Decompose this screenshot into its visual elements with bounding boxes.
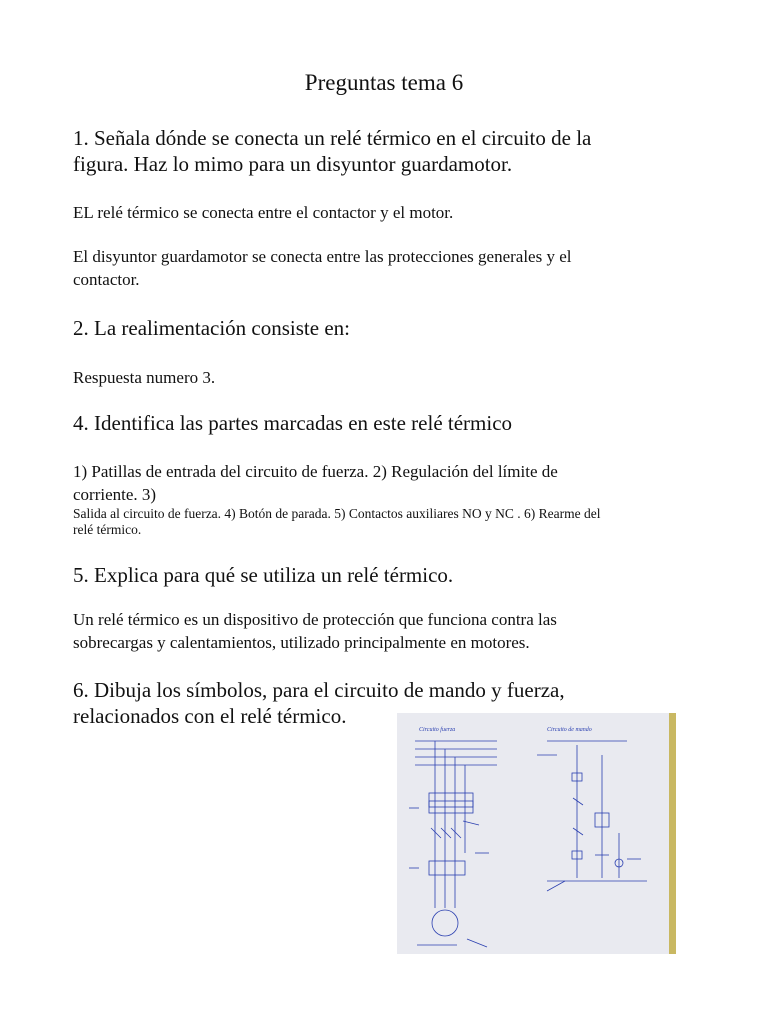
sketch-label-control: Circuito de mando — [547, 727, 592, 733]
question-5-answer-line-2: sobrecargas y calentamientos, utilizado principalmente en motores. — [73, 633, 530, 652]
question-1-answer-2-line-2: contactor. — [73, 270, 140, 289]
question-5-heading: 5. Explica para qué se utiliza un relé térmico. — [73, 563, 454, 587]
question-4-heading: 4. Identifica las partes marcadas en este relé térmico — [73, 411, 513, 435]
desk-edge — [669, 713, 676, 954]
question-5-answer-line-1: Un relé térmico es un dispositivo de protección que funciona contra las — [73, 610, 557, 629]
question-6-heading-line-1: 6. Dibuja los símbolos, para el circuito de mando y fuerza, — [73, 678, 565, 702]
question-4-answer-small-line-2: relé térmico. — [73, 522, 142, 537]
question-2-heading: 2. La realimentación consiste en: — [73, 316, 350, 340]
question-2-answer: Respuesta numero 3. — [73, 368, 216, 387]
question-4-answer-line-1: 1) Patillas de entrada del circuito de fuerza. 2) Regulación del límite de — [73, 462, 558, 481]
question-6-heading-line-2: relacionados con el relé térmico. — [73, 704, 347, 728]
question-1-heading-line-2: figura. Haz lo mimo para un disyuntor guardamotor. — [73, 152, 513, 176]
sketch-label-power: Circuito fuerza — [419, 727, 456, 733]
circuit-sketch-photo — [397, 713, 676, 954]
question-1-answer-1: EL relé térmico se conecta entre el contactor y el motor. — [73, 203, 454, 222]
question-4-answer-line-2: corriente. 3) — [73, 485, 157, 504]
question-4-answer-small-line-1: Salida al circuito de fuerza. 4) Botón de parada. 5) Contactos auxiliares NO y NC . 6) Rearme del — [73, 506, 601, 521]
question-1-heading-line-1: 1. Señala dónde se conecta un relé térmico en el circuito de la — [73, 126, 592, 150]
question-1-answer-2-line-1: El disyuntor guardamotor se conecta entre las protecciones generales y el — [73, 247, 572, 266]
page-title: Preguntas tema 6 — [304, 70, 464, 95]
